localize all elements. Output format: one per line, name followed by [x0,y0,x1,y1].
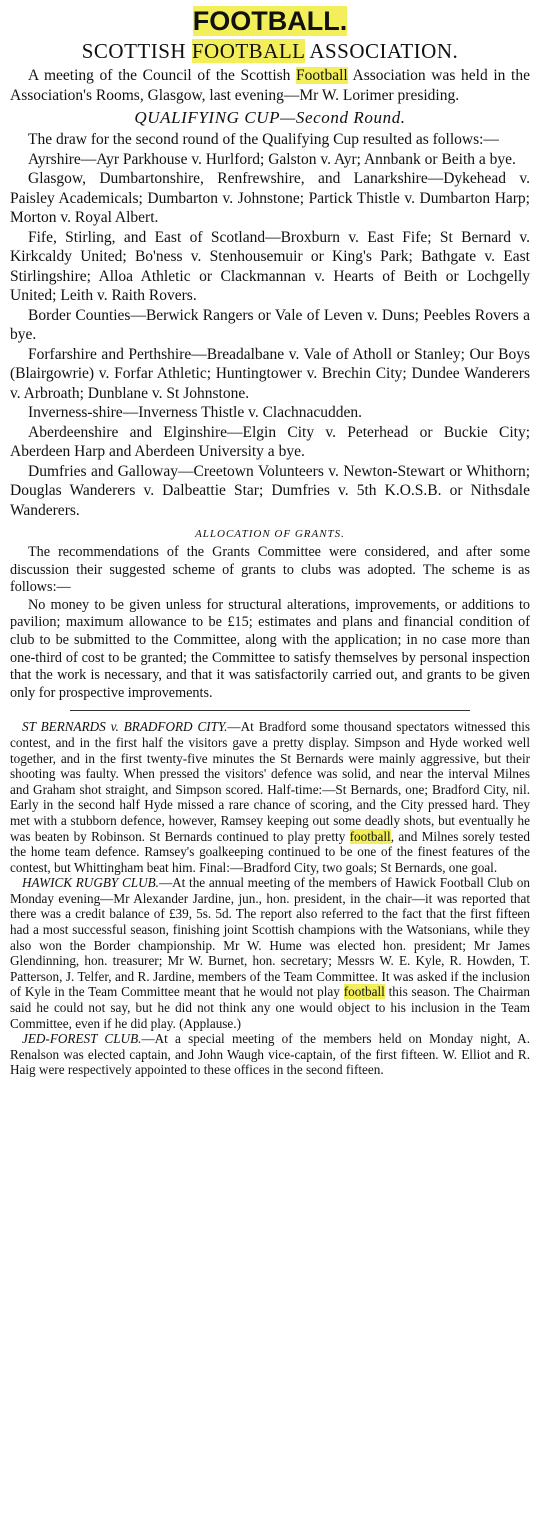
qualifying-cup-title: QUALIFYING CUP—Second Round. [134,108,406,127]
hawick-highlight: football [343,984,385,1000]
qualifying-paragraph: Aberdeenshire and Elginshire—Elgin City v. Peterhead or Buckie City; Aberdeen Harp and Aberdeen University a bye. [10,423,530,460]
intro-paragraph: A meeting of the Council of the Scottish Football Association was held in the Association's Rooms, Glasgow, last evening—Mr W. Lorimer presiding. [10,67,530,104]
jedforest-paragraph: JED-FOREST CLUB.—At a special meeting of the members held on Monday night, A. Renalson was elected captain, and John Waugh vice-captain, of the first fifteen. W. Elliot and R. Haig were respectively appointed to these offices in the second fifteen. [10,1031,530,1078]
jedforest-heading: JED-FOREST CLUB. [22,1031,142,1047]
qualifying-paragraph: Border Counties—Berwick Rangers or Vale of Leven v. Duns; Peebles Rovers a bye. [10,306,530,343]
intro-highlight: Football [296,67,348,84]
qualifying-paragraph: Glasgow, Dumbartonshire, Renfrewshire, and Lanarkshire—Dykehead v. Paisley Academicals; Dumbarton v. Johnstone; Partick Thistle v. Dumbarton Harp; Morton v. Royal Albert. [10,170,530,226]
qualifying-paragraph: Fife, Stirling, and East of Scotland—Broxburn v. East Fife; St Bernard v. Kirkcaldy United; Bo'ness v. Stenhousemuir or King's Park; Bathgate v. East Stirlingshire; Alloa Athletic or Clackmannan v. Hearts of Beith or Lochgelly United; Leith v. Raith Rovers. [10,228,530,304]
grants-paragraph: The recommendations of the Grants Committee were considered, and after some discussion their suggested scheme of grants to clubs was adopted. The scheme is as follows:— [10,544,530,596]
hawick-heading: HAWICK RUGBY CLUB. [22,875,159,891]
title-highlight: FOOTBALL [191,39,305,63]
bradford-highlight: football [349,828,391,844]
bradford-paragraph: ST BERNARDS v. BRADFORD CITY.—At Bradford some thousand spectators witnessed this contest, and in the first half the visitors gave a pretty display. Simpson and Hyde worked well together, and in the first twenty-five minutes the St Bernards were mainly aggressive, but their shooting was faulty. When pressed the visitors' defence was solid, and near the interval Milnes and Graham shot straight, and Simpson scored. Half-time:—St Bernards, one; Bradford City, nil. Early in the second half Hyde missed a rare chance of scoring, and the City pressed hard. They met with a stubborn defence, however, Ramsey keeping out some deadly shots, but eventually he was beaten by Robinson. St Bernards continued to play pretty football, and Milnes sorely tested the home team defence. Ramsey's goalkeeping continued to be one of the finest features of the contest, but Whittingham beat him. Final:—Bradford City, two goals; St Bernards, one goal. [10,719,531,875]
qualifying-paragraph: Dumfries and Galloway—Creetown Volunteers v. Newton-Stewart or Whithorn; Douglas Wanderers v. Dalbeattie Star; Dumfries v. 5th K.O.S.B. or Nithsdale Wanderers. [10,462,530,519]
headline-highlight: FOOTBALL. [192,6,348,36]
grants-paragraph: No money to be given unless for structural alterations, improvements, or additions to pavilion; maximum allowance to be £15; estimates and plans and financial condition of club to be submitted to the Committee, along with the application; in no case more than one-third of cost to be granted; the Committee to satisfy themselves by personal inspection that the work is necessary, and that it was satisfactorily carried out, and grants to be given only for prospective improvements. [10,596,530,701]
qualifying-paragraph: Forfarshire and Perthshire—Breadalbane v. Vale of Atholl or Stanley; Our Boys (Blairgowrie) v. Forfar Athletic; Huntingtower v. Brechin City; Dundee Wanderers v. Arbroath; Dunblane v. St Johnstone. [10,345,530,402]
headline [10,6,530,36]
divider [70,710,470,711]
grants-title: ALLOCATION OF GRANTS. [195,528,345,540]
article-title: SCOTTISH FOOTBALL ASSOCIATION. [81,39,459,63]
bradford-heading: ST BERNARDS v. BRADFORD CITY. [22,719,228,735]
qualifying-paragraph: The draw for the second round of the Qualifying Cup resulted as follows:— [28,131,499,148]
qualifying-paragraph: Ayrshire—Ayr Parkhouse v. Hurlford; Galston v. Ayr; Annbank or Beith a bye. [28,150,516,168]
qualifying-paragraph: Inverness-shire—Inverness Thistle v. Clachnacudden. [28,404,363,421]
hawick-paragraph: HAWICK RUGBY CLUB.—At the annual meeting of the members of Hawick Football Club on Monday evening—Mr Alexander Jardine, jun., hon. president, in the chair—it was reported that there was a credit balance of £39, 5s. 5d. The report also referred to the fact that the first fifteen had a most successful season, finishing joint Scottish champions with the Watsonians, while they also won the Border championship. Mr W. Hume was elected hon. president; Mr James Glendinning, hon. treasurer; Mr W. Burnet, hon. secretary; Messrs W. E. Kyle, R. Howden, T. Patterson, J. Telfer, and R. Jardine, members of the Team Committee. It was asked if the inclusion of Kyle in the Team Committee meant that he would not play football this season. The Chairman said he could not say, but he did not think any one would object to his inclusion in the Team Committee, even if he did play. (Applause.) [10,875,530,1031]
